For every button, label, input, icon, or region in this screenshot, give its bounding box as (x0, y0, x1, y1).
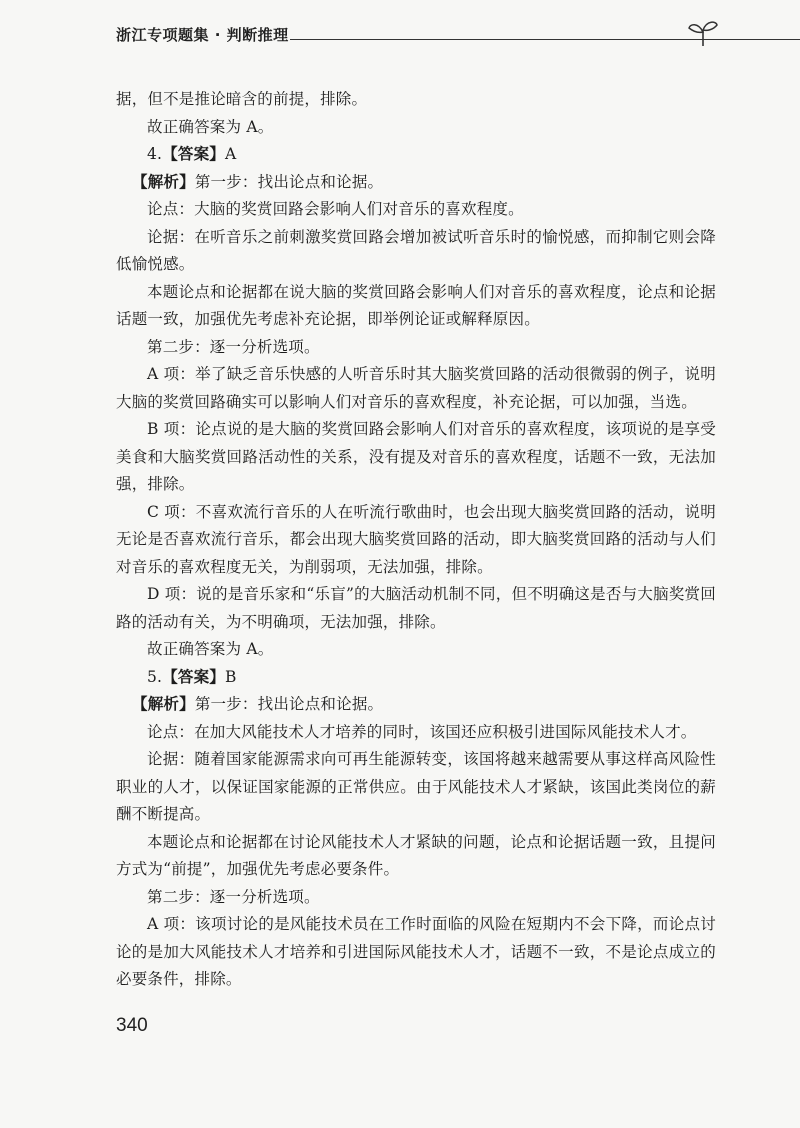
question-4-number: 4. (147, 145, 163, 163)
analysis-step-2: 第二步：逐一分析选项。 (147, 337, 320, 356)
paragraph-analysis: 本题论点和论据都在讨论风能技术人才紧缺的问题，论点和论据话题一致，且提问方式为“前提”，加强优先考虑必要条件。 (116, 832, 716, 878)
header-rule (290, 39, 800, 40)
question-4-answer-letter: A (225, 145, 237, 163)
paragraph-argument: 论点：在加大风能技术人才培养的同时，该国还应积极引进国际风能技术人才。 (147, 722, 697, 741)
question-4-answer (116, 141, 716, 169)
question-5-answer-letter: B (225, 667, 237, 686)
option-a-analysis: A 项：举了缺乏音乐快感的人听音乐时其大脑奖赏回路的活动很微弱的例子，说明大脑的奖赏回路确实可以影响人们对音乐的喜欢程度，补充论据，可以加强，当选。 (116, 365, 716, 411)
analysis-tag: 【解析】 (132, 695, 195, 713)
running-header (116, 20, 716, 54)
option-d-analysis: D 项：说的是音乐家和“乐盲”的大脑活动机制不同，但不明确这是否与大脑奖赏回路的活动有关，为不明确项，无法加强，排除。 (116, 585, 716, 631)
analysis-step-1: 【解析】第一步：找出论点和论据。 (132, 695, 384, 713)
paragraph-analysis: 本题论点和论据都在说大脑的奖赏回路会影响人们对音乐的喜欢程度，论点和论据话题一致，加强优先考虑补充论据，即举例论证或解释原因。 (116, 282, 716, 328)
analysis-step-2: 第二步：逐一分析选项。 (147, 887, 320, 906)
paragraph-continued: 据，但不是推论暗含的前提，排除。 (116, 90, 368, 108)
question-5-number: 5. (147, 667, 163, 686)
question-5-answer (116, 664, 716, 692)
option-c-analysis: C 项：不喜欢流行音乐的人在听流行歌曲时，也会出现大脑奖赏回路的活动，说明无论是否喜欢流行音乐，都会出现大脑奖赏回路的活动，即大脑奖赏回路的活动与人们对音乐的喜欢程度无关，为削弱项，无法加强，排除。 (116, 502, 716, 576)
analysis-tag: 【解析】 (132, 172, 195, 191)
sprout-icon (686, 16, 720, 50)
page-number: 340 (116, 1015, 148, 1036)
answer-explanations (116, 86, 716, 994)
answer-tag: 【答案】 (162, 667, 226, 686)
analysis-step-1: 【解析】第一步：找出论点和论据。 (132, 172, 384, 191)
paragraph-answer-conclusion-4: 故正确答案为 A。 (147, 640, 274, 658)
option-a-analysis: A 项：该项讨论的是风能技术员在工作时面临的风险在短期内不会下降，而论点讨论的是加大风能技术人才培养和引进国际风能技术人才，话题不一致，不是论点成立的必要条件，排除。 (116, 915, 716, 988)
paragraph-argument: 论点：大脑的奖赏回路会影响人们对音乐的喜欢程度。 (147, 200, 524, 218)
paragraph-answer-conclusion-3: 故正确答案为 A。 (147, 117, 274, 136)
paragraph-evidence: 论据：在听音乐之前刺激奖赏回路会增加被试听音乐时的愉悦感，而抑制它则会降低愉悦感。 (116, 227, 716, 273)
option-b-analysis: B 项：论点说的是大脑的奖赏回路会影响人们对音乐的喜欢程度，该项说的是享受美食和大脑奖赏回路活动性的关系，没有提及对音乐的喜欢程度，话题不一致，无法加强，排除。 (116, 420, 716, 493)
paragraph-evidence: 论据：随着国家能源需求向可再生能源转变，该国将越来越需要从事这样高风险性职业的人才，以保证国家能源的正常供应。由于风能技术人才紧缺，该国此类岗位的薪酬不断提高。 (116, 750, 716, 823)
header-title: 浙江专项题集 · 判断推理 (116, 26, 289, 44)
answer-tag: 【答案】 (162, 145, 226, 163)
